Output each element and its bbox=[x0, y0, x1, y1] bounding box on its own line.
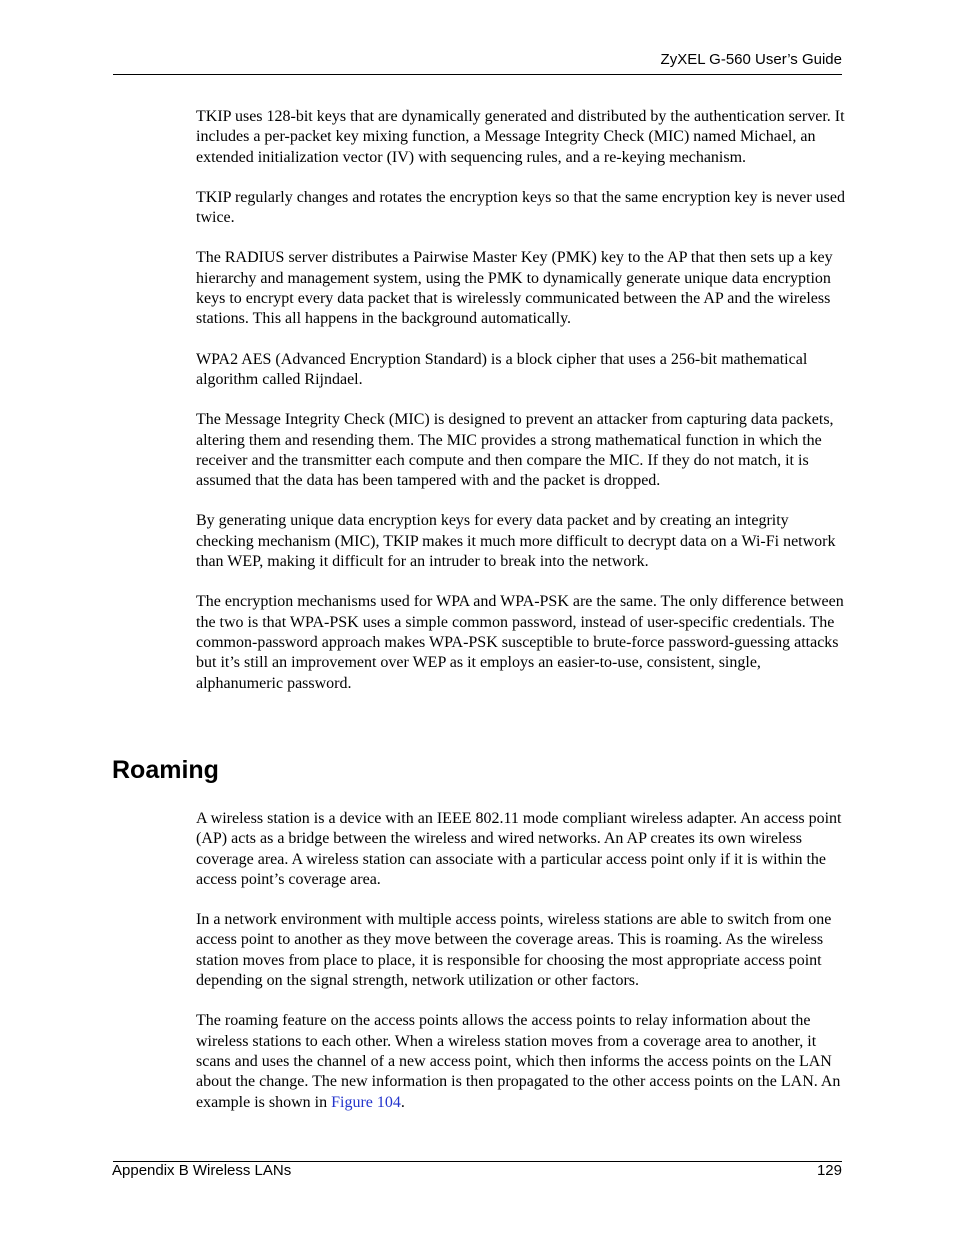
paragraph: TKIP regularly changes and rotates the encryption keys so that the same encryption key is never used twice. bbox=[196, 188, 845, 227]
paragraph: The Message Integrity Check (MIC) is designed to prevent an attacker from capturing data packets, altering them and resending them. The MIC provides a strong mathematical function in which the receiver and the transmitter each compute and then compare the MIC. If they do not match, it is assumed that the data has been tampered with and the packet is dropped. bbox=[196, 411, 834, 490]
header-rule bbox=[113, 74, 842, 75]
figure-link[interactable]: Figure 104 bbox=[331, 1093, 401, 1111]
paragraph-with-link bbox=[196, 1011, 846, 1112]
paragraph: The encryption mechanisms used for WPA and WPA-PSK are the same. The only difference between the two is that WPA-PSK uses a simple common password, instead of user-specific credentials. The common-password approach makes WPA-PSK susceptible to brute-force password-guessing attacks but it’s still an improvement over WEP as it employs an easier-to-use, consistent, single, alphanumeric password. bbox=[196, 593, 844, 692]
section-heading-roaming: Roaming bbox=[112, 756, 219, 784]
page-number: 129 bbox=[816, 1162, 842, 1179]
roaming-body bbox=[196, 809, 846, 1133]
section-body bbox=[196, 107, 846, 714]
paragraph: TKIP uses 128-bit keys that are dynamically generated and distributed by the authentication server. It includes a per-packet key mixing function, a Message Integrity Check (MIC) named Michael, an extended initialization vector (IV) with sequencing rules, and a re-keying mechanism. bbox=[196, 108, 845, 166]
paragraph-text: The roaming feature on the access points allows the access points to relay information about the wireless stations to each other. When a wireless station moves from a coverage area to another, it scans and uses the channel of a new access point, which then informs the access points on the LAN about the change. The new information is then propagated to the other access points on the LAN. An example is shown in bbox=[196, 1012, 841, 1111]
paragraph: In a network environment with multiple access points, wireless stations are able to switch from one access point to another as they move between the coverage areas. This is roaming. As the wireless station moves from place to place, it is responsible for choosing the most appropriate access point depending on the signal strength, network utilization or other factors. bbox=[196, 911, 832, 990]
paragraph-end: . bbox=[400, 1093, 405, 1111]
footer-section-title: Appendix B Wireless LANs bbox=[112, 1162, 292, 1179]
paragraph: WPA2 AES (Advanced Encryption Standard) is a block cipher that uses a 256-bit mathematical algorithm called Rijndael. bbox=[196, 350, 808, 388]
paragraph: A wireless station is a device with an IEEE 802.11 mode compliant wireless adapter. An access point (AP) acts as a bridge between the wireless and wired networks. An AP creates its own wireless coverage area. A wireless station can associate with a particular access point only if it is within the access point’s coverage area. bbox=[196, 810, 842, 888]
paragraph: The RADIUS server distributes a Pairwise Master Key (PMK) key to the AP that then sets up a key hierarchy and management system, using the PMK to dynamically generate unique data encryption keys to encrypt every data packet that is wirelessly communicated between the AP and the wireless stations. This all happens in the background automatically. bbox=[196, 249, 833, 328]
header-title: ZyXEL G-560 User’s Guide bbox=[660, 51, 842, 68]
paragraph: By generating unique data encryption keys for every data packet and by creating an integrity checking mechanism (MIC), TKIP makes it much more difficult to decrypt data on a Wi-Fi network than WEP, making it difficult for an intruder to break into the network. bbox=[196, 512, 836, 571]
